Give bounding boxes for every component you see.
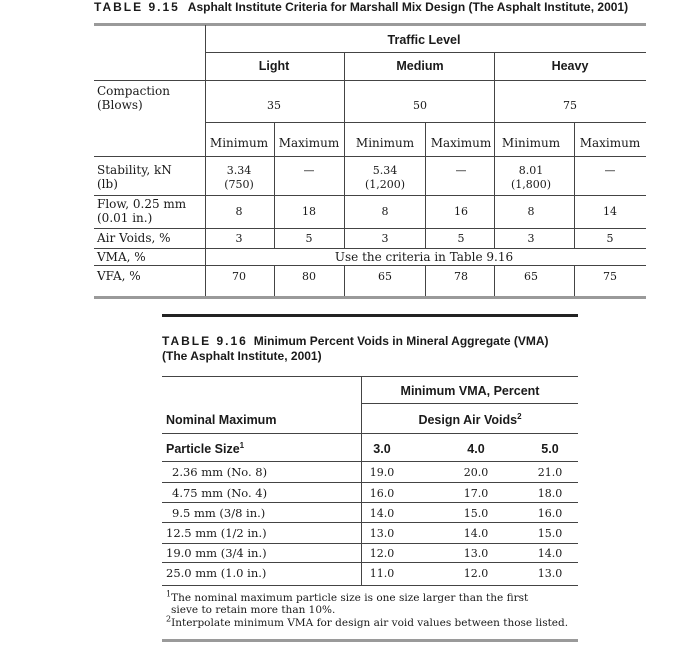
flow-light-max: 18 (302, 205, 316, 218)
vma-row-1-v3: 19.0 (369, 466, 395, 479)
vma-row-rule-6 (162, 585, 578, 586)
vma-note: Use the criteria in Table 9.16 (334, 250, 514, 264)
stability-medium-min-lb: (1,200) (364, 178, 406, 191)
compaction-label-line2: (Blows) (97, 98, 143, 112)
level-heavy: Heavy (551, 59, 589, 73)
vma-row-rule-3 (162, 522, 578, 523)
vma-row-2-v4: 17.0 (463, 487, 489, 500)
compaction-rule (206, 122, 646, 123)
vma-row-size-2: 4.75 mm (No. 4) (172, 486, 268, 500)
traffic-level-rule (206, 52, 646, 53)
levels-rule (94, 80, 646, 81)
flow-label-line1: Flow, 0.25 mm (97, 197, 187, 211)
footnote-2 (166, 614, 569, 629)
flow-medium-min: 8 (381, 205, 389, 218)
table1-vline-vfa-2 (344, 266, 345, 296)
vma-row-size-1: 2.36 mm (No. 8) (172, 465, 268, 479)
table2-title-line2: (The Asphalt Institute, 2001) (162, 349, 322, 363)
nominal-max-header: Nominal Maximum (166, 413, 277, 427)
compaction-heavy: 75 (563, 99, 577, 112)
table2-top-rule (162, 314, 578, 317)
flow-label (97, 197, 186, 225)
design-air-voids-header (418, 413, 521, 427)
table2-number: TABLE 9.16 (162, 334, 248, 348)
flow-light-min: 8 (235, 205, 243, 218)
footnote-1-mark: 1 (166, 589, 172, 599)
stability-medium-max: — (455, 164, 467, 177)
stability-rule (94, 195, 646, 196)
light-min-header: Minimum (209, 136, 269, 150)
vma-row-size-4: 12.5 mm (1/2 in.) (166, 526, 267, 540)
table1-vline-medium-heavy (494, 123, 495, 249)
vma-row-6-v4: 12.0 (463, 567, 489, 580)
stability-heavy-min (511, 164, 551, 192)
vma-row-1-v5: 21.0 (537, 466, 563, 479)
void-level-4: 4.0 (467, 442, 485, 456)
stability-label (97, 163, 172, 191)
air-voids-light-min: 3 (235, 232, 243, 245)
stability-label-line1: Stability, kN (97, 163, 172, 177)
level-medium: Medium (396, 59, 444, 73)
min-vma-header: Minimum VMA, Percent (400, 384, 540, 398)
void-level-3: 3.0 (373, 442, 391, 456)
stability-medium-min (365, 164, 405, 192)
vma-row-size-3: 9.5 mm (3/8 in.) (172, 506, 266, 520)
vma-rule (94, 265, 646, 266)
air-voids-medium-min: 3 (381, 232, 389, 245)
min-vma-rule (362, 403, 578, 404)
vma-label: VMA, % (97, 250, 146, 264)
table1-vline-vfa-3 (425, 266, 426, 296)
vma-row-5-v3: 12.0 (369, 547, 395, 560)
flow-heavy-max: 14 (603, 205, 617, 218)
stability-light-max: — (303, 164, 315, 177)
stability-light-min-lb: (750) (224, 178, 254, 191)
vma-row-rule-5 (162, 562, 578, 563)
traffic-level-header: Traffic Level (387, 33, 461, 47)
particle-size-text: Particle Size (166, 442, 240, 456)
compaction-light: 35 (267, 99, 281, 112)
vma-row-6-v3: 11.0 (369, 567, 395, 580)
air-voids-heavy-max: 5 (606, 232, 614, 245)
vma-row-3-v3: 14.0 (369, 507, 395, 520)
void-level-5: 5.0 (541, 442, 559, 456)
vfa-medium-min: 65 (378, 270, 392, 283)
table1-caption (94, 0, 628, 14)
stability-label-line2: (lb) (97, 177, 118, 191)
design-air-voids-sup: 2 (517, 411, 522, 421)
vma-row-2-v5: 18.0 (537, 487, 563, 500)
table2-caption-rule (162, 376, 578, 377)
stability-light-min-kn: 3.34 (226, 164, 252, 177)
table2-caption (162, 334, 549, 364)
table1-vline-label (205, 25, 206, 296)
stability-heavy-min-kn: 8.01 (518, 164, 544, 177)
table1-vline-light-medium-top (344, 53, 345, 123)
table1-vline-heavy-mid (574, 123, 575, 249)
table2-vline (361, 377, 362, 585)
vma-row-5-v4: 13.0 (463, 547, 489, 560)
flow-medium-max: 16 (454, 205, 468, 218)
stability-medium-min-kn: 5.34 (372, 164, 398, 177)
flow-rule (94, 228, 646, 229)
heavy-min-header: Minimum (501, 136, 561, 150)
compaction-label (97, 84, 170, 112)
table2-title-line1: Minimum Percent Voids in Mineral Aggregate (VMA) (253, 334, 549, 348)
table1-top-rule (94, 23, 646, 26)
flow-heavy-min: 8 (527, 205, 535, 218)
particle-size-header (166, 442, 244, 456)
footnote-2-mark: 2 (166, 614, 172, 624)
vma-row-rule-2 (162, 502, 578, 503)
stability-heavy-max: — (604, 164, 616, 177)
vfa-medium-max: 78 (454, 270, 468, 283)
footnote-2-text: Interpolate minimum VMA for design air void values between those listed. (171, 617, 569, 629)
vma-row-4-v5: 15.0 (537, 527, 563, 540)
air-voids-heavy-min: 3 (527, 232, 535, 245)
vfa-heavy-max: 75 (603, 270, 617, 283)
footnote-1 (166, 589, 529, 616)
stability-light-min (224, 164, 254, 192)
vma-row-size-6: 25.0 mm (1.0 in.) (166, 566, 267, 580)
vfa-light-min: 70 (232, 270, 246, 283)
table1-vline-light-medium (344, 123, 345, 249)
table1-vline-medium-heavy-top (494, 53, 495, 123)
table1-vline-light-mid (274, 123, 275, 249)
vma-row-size-5: 19.0 mm (3/4 in.) (166, 546, 267, 560)
vfa-label: VFA, % (97, 269, 141, 283)
vfa-light-max: 80 (302, 270, 316, 283)
footnote-1-line2: sieve to retain more than 10%. (171, 604, 336, 616)
footnote-1-line1: The nominal maximum particle size is one size larger than the first (171, 592, 529, 604)
air-voids-light-max: 5 (305, 232, 313, 245)
vma-row-4-v4: 14.0 (463, 527, 489, 540)
vfa-heavy-min: 65 (524, 270, 538, 283)
minmax-rule (94, 156, 646, 157)
vma-row-rule-1 (162, 482, 578, 483)
vma-row-3-v5: 16.0 (537, 507, 563, 520)
medium-max-header: Maximum (430, 136, 492, 150)
particle-size-sup: 1 (239, 440, 245, 450)
table1-vline-vfa-5 (574, 266, 575, 296)
medium-min-header: Minimum (355, 136, 415, 150)
vma-row-1-v4: 20.0 (463, 466, 489, 479)
table2-bottom-rule (162, 639, 578, 642)
table1-number: TABLE 9.15 (94, 0, 180, 14)
table2-header-rule (162, 433, 578, 434)
vma-row-4-v3: 13.0 (369, 527, 395, 540)
stability-heavy-min-lb: (1,800) (510, 178, 552, 191)
heavy-max-header: Maximum (579, 136, 641, 150)
flow-label-line2: (0.01 in.) (97, 211, 153, 225)
vma-row-3-v4: 15.0 (463, 507, 489, 520)
void-levels-rule (162, 461, 578, 462)
compaction-medium: 50 (413, 99, 427, 112)
light-max-header: Maximum (278, 136, 340, 150)
design-air-voids-text: Design Air Voids (418, 413, 518, 427)
vma-row-5-v5: 14.0 (537, 547, 563, 560)
air-voids-medium-max: 5 (457, 232, 465, 245)
air-voids-label: Air Voids, % (97, 231, 171, 245)
vma-row-rule-4 (162, 543, 578, 544)
table1-bottom-rule (94, 296, 646, 299)
vma-row-6-v5: 13.0 (537, 567, 563, 580)
table1-vline-vfa-1 (274, 266, 275, 296)
table1-title: Asphalt Institute Criteria for Marshall Mix Design (The Asphalt Institute, 2001) (187, 0, 629, 14)
compaction-label-line1: Compaction (97, 84, 170, 98)
table1-vline-vfa-4 (494, 266, 495, 296)
vma-row-2-v3: 16.0 (369, 487, 395, 500)
air-voids-rule (94, 248, 646, 249)
level-light: Light (258, 59, 290, 73)
table1-vline-medium-mid (425, 123, 426, 249)
